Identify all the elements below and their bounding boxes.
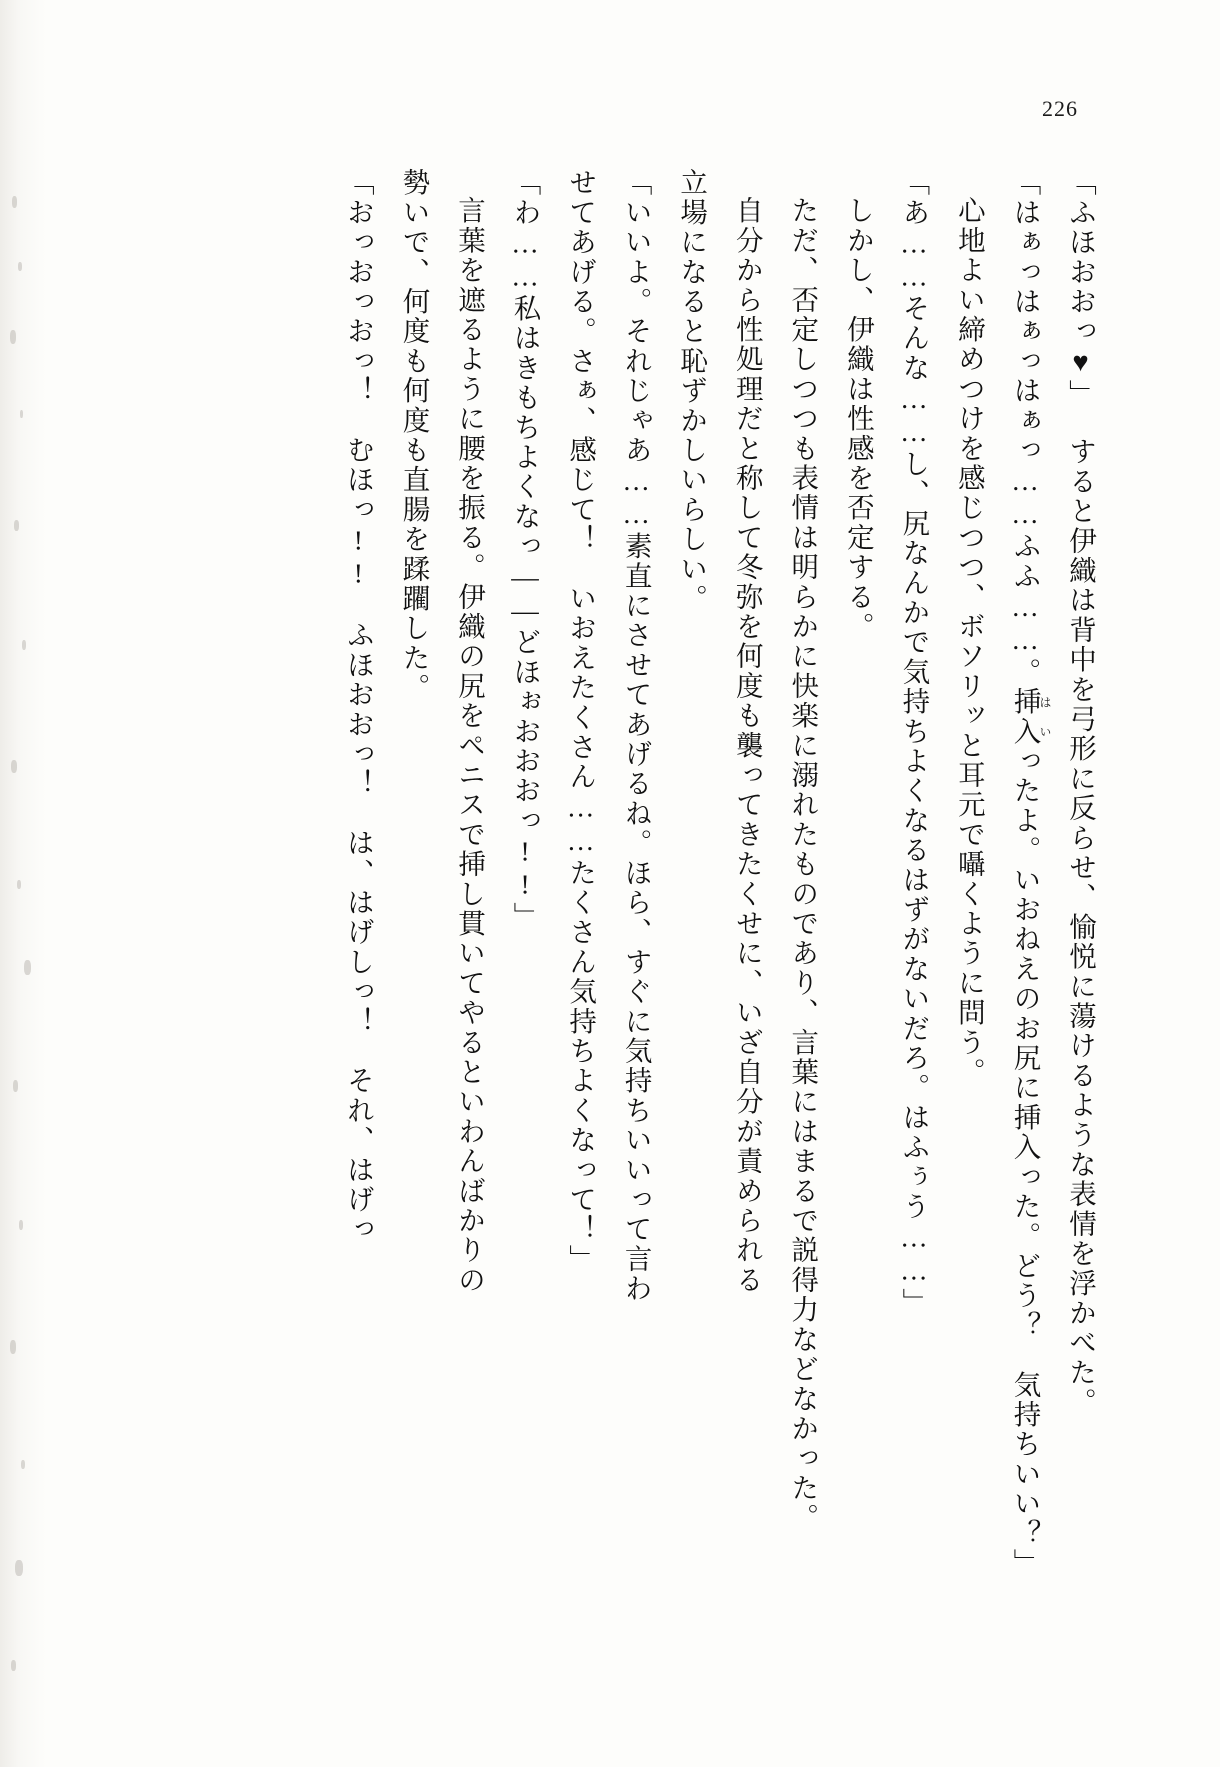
paragraph: すると伊織は背中を弓形に反らせ、愉悦に蕩けるような表情を浮かべた。 [1065, 437, 1096, 1418]
paragraph-with-ruby: 「はぁっはぁっはぁっ……ふふ……。挿入はいったよ。いおねえのお尻に挿入った。ど [1009, 168, 1052, 1281]
paragraph: 心地よい締めつけを感じつつ、ボソリッと耳元で囁くように問う。 [953, 196, 985, 1087]
paragraph: 「いいよ。それじゃあ……素直にさせてあげるね。ほら、すぐに気持ちいいって言わ [620, 168, 652, 1304]
paragraph: 立場になると恥ずかしいらしい。 [676, 168, 708, 614]
paragraph: 自分から性処理だと称して冬弥を何度も襲ってきたくせに、いざ自分が責められる [731, 196, 763, 1295]
ruby-annotation: 挿入はい [1009, 686, 1052, 747]
paragraph: 力などなかった。 [787, 1294, 819, 1533]
page-number: 226 [1042, 96, 1078, 121]
page-text-body [112, 168, 1108, 1671]
paragraph: 言葉を遮るように腰を振る。伊織の尻をペニスで挿し貫いてやるといわんばかりの [453, 196, 485, 1295]
paragraph: 「おっおっおっ！ むほっ!! ふほおおっ！ は、はげしっ！ それ、はげっ [342, 168, 374, 1245]
paragraph: 勢いで、何度も何度も直腸を蹂躙した。 [398, 168, 430, 703]
paragraph: 「あ……そんな……し、尻なんかで気持ちよくなるはずがないだろ。はふぅう……」 [898, 168, 930, 1318]
paragraph: 「ふほおおっ♥」 [1065, 168, 1096, 410]
paragraph: ただ、否定しつつも表情は明らかに快楽に溺れたものであり、言葉にはまるで説得 [787, 196, 819, 1295]
paragraph: う？ 気持ちいい？」 [1009, 1280, 1041, 1578]
paragraph: せてあげる。さぁ、感じて！ いおえたくさん……たくさん気持ちよくなって！」 [565, 168, 597, 1274]
scan-specks [8, 0, 38, 1767]
paragraph: 「わ……私はきもちよくなっ――どほぉおおおっ!!」 [509, 168, 541, 932]
paragraph: しかし、伊織は性感を否定する。 [842, 196, 874, 642]
